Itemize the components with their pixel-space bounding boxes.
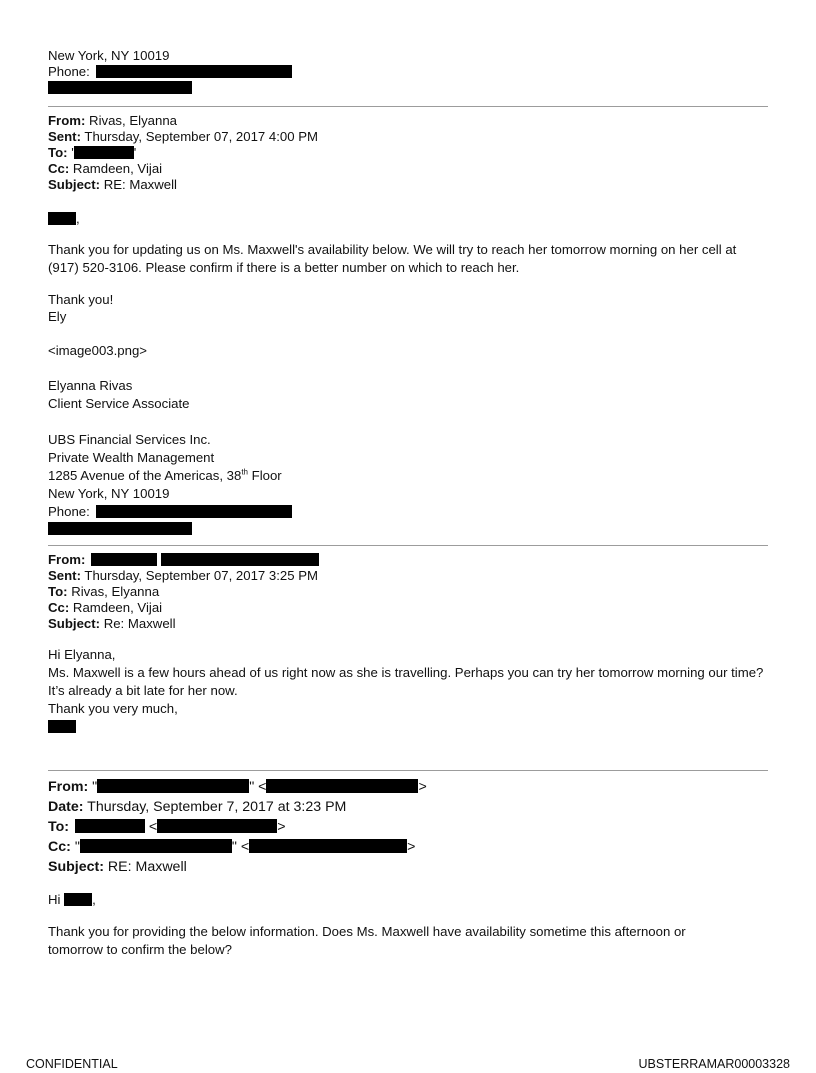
email2-from: From:: [48, 552, 768, 568]
redaction-block: [157, 819, 277, 833]
email1-cc-value: Ramdeen, Vijai: [72, 161, 163, 176]
email2-to: To: Rivas, Elyanna: [48, 584, 160, 599]
email2-subject: Subject: Re: Maxwell: [48, 616, 176, 631]
redaction-block: [48, 212, 76, 225]
redaction-block: [75, 819, 145, 833]
email3-from: From: " " < >: [48, 779, 427, 795]
email2-greeting: Hi Elyanna,: [48, 647, 116, 662]
email2-sent: Sent: Thursday, September 07, 2017 3:25 PM: [48, 568, 319, 583]
image-placeholder: <image003.png>: [48, 343, 147, 358]
footer-bates-number: UBSTERRAMAR00003328: [638, 1057, 790, 1071]
email1-thanks: Thank you!: [48, 292, 114, 307]
email-line-redacted: [48, 80, 768, 96]
email2-thanks: Thank you very much,: [48, 701, 178, 716]
redaction-block: [64, 893, 92, 906]
email1-body: Thank you for updating us on Ms. Maxwell's availability below. We will try to reach her tomorrow morning on her cell at (917) 520-3106. Please confirm if there is a better number on which to reach her.: [48, 242, 737, 275]
redaction-block: [80, 839, 232, 853]
redaction-block: [266, 779, 418, 793]
email3-subject: Subject: RE: Maxwell: [48, 859, 187, 875]
sig-name: Elyanna Rivas: [48, 378, 133, 393]
email1-greeting: ,: [48, 211, 768, 227]
email1-sent-value: Thursday, September 07, 2017 4:00 PM: [84, 129, 319, 144]
email3-header: [48, 777, 768, 877]
footer-confidential: CONFIDENTIAL: [26, 1057, 118, 1071]
redaction-block: [96, 65, 292, 78]
email1-to: To: ' ': [48, 145, 137, 160]
redaction-block: [161, 553, 319, 566]
redaction-block: [97, 779, 249, 793]
sig-email-redacted: [48, 521, 768, 537]
email1-signoff: Ely: [48, 309, 67, 324]
email3-to: To: < >: [48, 819, 286, 835]
email2-cc: Cc: Ramdeen, Vijai: [48, 600, 163, 615]
email3-body: Thank you for providing the below information. Does Ms. Maxwell have availability sometime this afternoon or tomorrow to confirm the below?: [48, 924, 686, 957]
sig-phone: Phone:: [48, 503, 768, 521]
redaction-block: [96, 505, 292, 518]
email3-cc: Cc: " " < >: [48, 839, 416, 855]
email1-subject-value: RE: Maxwell: [103, 177, 177, 192]
email1-from-value: Rivas, Elyanna: [89, 113, 178, 128]
phone-line: [48, 64, 768, 80]
email2-body: Ms. Maxwell is a few hours ahead of us right now as she is travelling. Perhaps you can try her tomorrow morning our time? It’s already a bit late for her now.: [48, 665, 764, 698]
sig-division: Private Wealth Management: [48, 450, 215, 465]
email2-signature-redacted: [48, 718, 768, 736]
email1-sent: Sent: Thursday, September 07, 2017 4:00 PM: [48, 129, 319, 144]
sig-address: 1285 Avenue of the Americas, 38th Floor: [48, 467, 282, 483]
redaction-block: [48, 720, 76, 733]
redaction-block: [249, 839, 407, 853]
address-line: New York, NY 10019: [48, 48, 170, 63]
redaction-block: [91, 553, 157, 566]
sig-title: Client Service Associate: [48, 396, 190, 411]
email3-greeting: Hi ,: [48, 892, 96, 907]
sig-city: New York, NY 10019: [48, 486, 170, 501]
redaction-block: [74, 146, 134, 159]
email1-from: From: Rivas, Elyanna: [48, 113, 178, 128]
email3-date: Date: Thursday, September 7, 2017 at 3:23 PM: [48, 799, 347, 815]
redaction-block: [48, 522, 192, 535]
email1-cc: Cc: Ramdeen, Vijai: [48, 161, 163, 176]
email1-subject: Subject: RE: Maxwell: [48, 177, 177, 192]
phone-label: Phone:: [48, 64, 90, 79]
document-page: [48, 48, 768, 959]
redaction-block: [48, 81, 192, 94]
sig-company: UBS Financial Services Inc.: [48, 432, 211, 447]
